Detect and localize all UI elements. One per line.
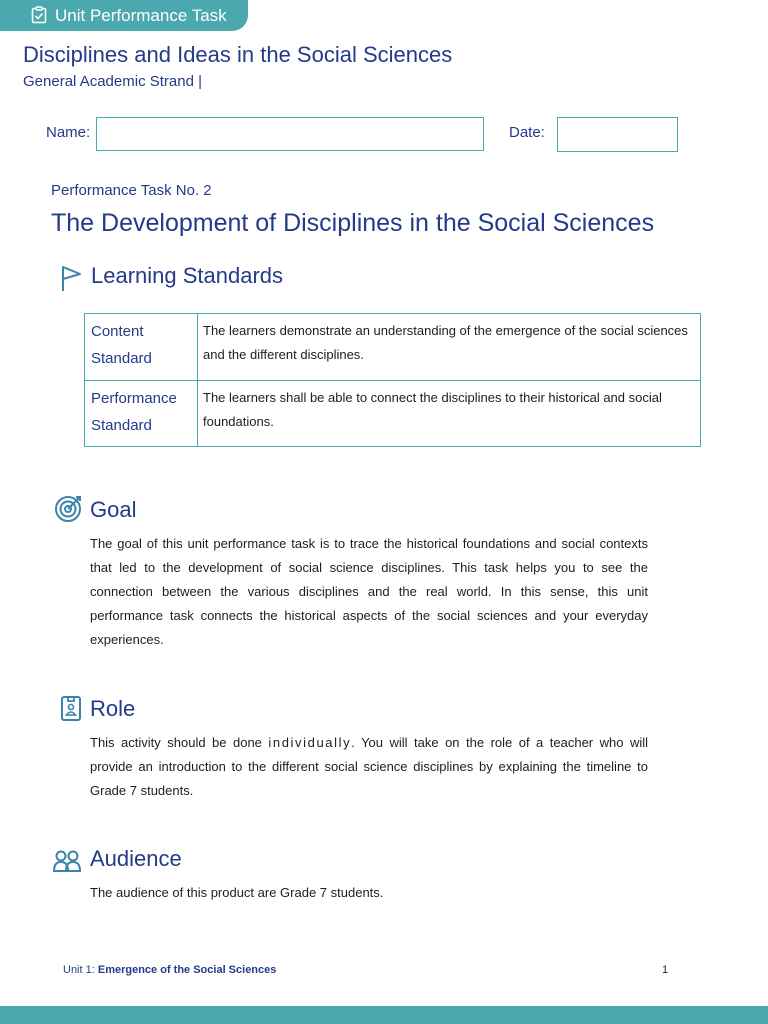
row-label-line: Performance [91,390,177,407]
learning-standards-heading: Learning Standards [91,263,284,288]
table-row [85,381,701,447]
standards-table [84,313,701,447]
performance-standard-text: The learners shall be able to connect the disciplines to their historical and social foundations. [198,381,701,447]
table-row [85,314,701,381]
role-text-part: . You will take on the role of a teacher who will provide an introduction to the different social science disciplines by explaining the timeline to Grade 7 students. [90,735,648,798]
subject-title: Disciplines and Ideas in the Social Sciences [23,42,453,67]
page-number: 1 [662,964,669,976]
row-label-line: Standard [91,350,152,367]
role-text [90,731,648,803]
audience-text: The audience of this product are Grade 7 students. [90,885,384,900]
date-label: Date: [509,124,545,141]
clipboard-check-icon [30,6,48,24]
role-text-emphasis: individually [268,735,352,750]
row-label-line: Content [91,323,144,340]
footer-unit-prefix: Unit 1: [63,964,98,976]
flag-icon [60,264,84,292]
people-icon [52,849,82,873]
unit-performance-task-tab [0,0,248,31]
role-heading: Role [90,696,136,721]
content-standard-text: The learners demonstrate an understanding of the emergence of the social sciences and the different disciplines. [198,314,701,381]
row-label-line: Standard [91,417,152,434]
audience-heading: Audience [90,846,182,871]
target-icon [54,493,84,523]
id-badge-icon [60,694,82,722]
content-standard-label [85,314,198,381]
footer-unit-title: Emergence of the Social Sciences [97,964,277,976]
tab-label: Unit Performance Task [55,5,227,25]
role-text-part: This activity should be done [90,735,269,750]
strand-label: General Academic Strand | [23,73,202,90]
date-field[interactable] [557,117,678,152]
bottom-bar [0,1006,768,1024]
goal-text: The goal of this unit performance task is to trace the historical foundations and social contexts that led to the development of social science disciplines. This task helps you to see the connection between the various disciplines and the real world. In this sense, this unit performance task connects the historical aspects of the social sciences and your everyday experiences. [90,536,648,647]
task-number: Performance Task No. 2 [51,182,212,199]
performance-standard-label [85,381,198,447]
goal-heading: Goal [90,497,137,522]
footer-unit [63,964,276,976]
task-title: The Development of Disciplines in the Social Sciences [51,209,655,237]
name-field[interactable] [96,117,484,151]
name-label: Name: [46,124,91,141]
